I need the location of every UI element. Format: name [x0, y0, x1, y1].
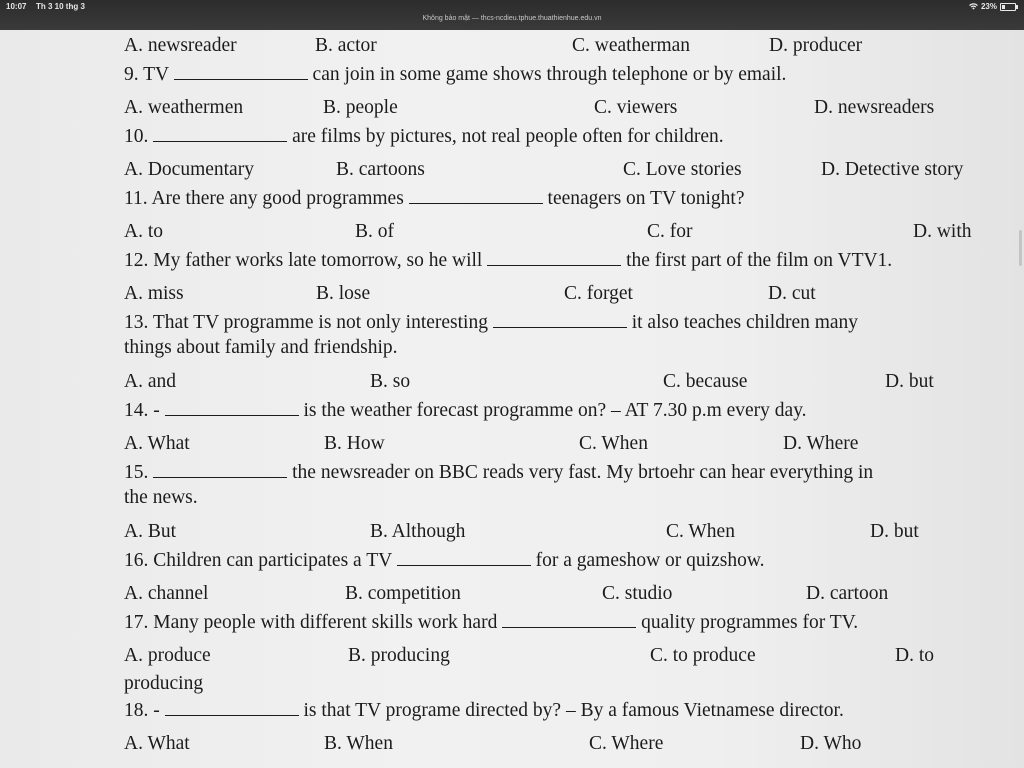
option-b: B. Although [370, 521, 466, 542]
option-d-continuation: producing [124, 673, 204, 694]
option-d: D. Where [783, 433, 859, 454]
option-a: A. channel [124, 583, 209, 604]
option-a: A. What [124, 433, 190, 454]
answer-blank [153, 461, 287, 478]
battery-icon [1000, 3, 1016, 11]
option-a: A. newsreader [124, 35, 237, 56]
option-c: C. viewers [594, 97, 678, 118]
option-d: D. but [885, 371, 934, 392]
option-c: C. because [663, 371, 748, 392]
question-11: 11. Are there any good programmes teenagers on TV tonight? [124, 188, 745, 209]
question-13: 13. That TV programme is not only interesting it also teaches children many [124, 312, 859, 333]
option-b: B. How [324, 433, 385, 454]
question-9: 9. TV can join in some game shows through telephone or by email. [124, 64, 787, 85]
status-date: Th 3 10 thg 3 [36, 2, 85, 11]
document-page[interactable] [0, 30, 1024, 768]
wifi-icon [969, 3, 978, 10]
option-a: A. to [124, 221, 163, 242]
option-a: A. But [124, 521, 177, 542]
option-b: B. of [355, 221, 394, 242]
question-12: 12. My father works late tomorrow, so he will the first part of the film on VTV1. [124, 250, 893, 271]
option-a: A. What [124, 733, 190, 754]
option-c: C. When [579, 433, 648, 454]
option-b: B. people [323, 97, 398, 118]
option-a: A. weathermen [124, 97, 244, 118]
option-b: B. actor [315, 35, 377, 56]
option-d: D. but [870, 521, 919, 542]
option-a: A. and [124, 371, 176, 392]
option-d: D. cartoon [806, 583, 889, 604]
answer-blank [493, 311, 627, 328]
option-d: D. cut [768, 283, 816, 304]
option-c: C. forget [564, 283, 633, 304]
status-time: 10:07 [6, 2, 27, 11]
option-d: D. producer [769, 35, 863, 56]
option-a: A. produce [124, 645, 211, 666]
status-bar [0, 0, 1024, 30]
option-d: D. Who [800, 733, 862, 754]
scrollbar-thumb[interactable] [1019, 230, 1022, 266]
option-c: C. for [647, 221, 693, 242]
answer-blank [397, 549, 531, 566]
answer-blank [165, 399, 299, 416]
option-c: C. studio [602, 583, 673, 604]
option-b: B. competition [345, 583, 461, 604]
option-a: A. miss [124, 283, 184, 304]
option-d: D. to [895, 645, 934, 666]
question-16: 16. Children can participates a TV for a gameshow or quizshow. [124, 550, 765, 571]
status-indicators [969, 2, 1016, 11]
option-d: D. newsreaders [814, 97, 935, 118]
question-15-continuation: the news. [124, 487, 198, 508]
answer-blank [153, 125, 287, 142]
option-c: C. Where [589, 733, 664, 754]
option-a: A. Documentary [124, 159, 254, 180]
battery-percent: 23% [980, 2, 997, 11]
question-15: 15. the newsreader on BBC reads very fast. My brtoehr can hear everything in [124, 462, 874, 483]
option-d: D. with [913, 221, 972, 242]
option-b: B. When [324, 733, 393, 754]
question-14: 14. - is the weather forecast programme on? – AT 7.30 p.m every day. [124, 400, 807, 421]
address-bar-url[interactable]: Không bảo mật — thcs-ncdieu.tphue.thuathienhue.edu.vn [422, 15, 602, 22]
option-b: B. so [370, 371, 411, 392]
question-10: 10. are films by pictures, not real people often for children. [124, 126, 724, 147]
answer-blank [502, 611, 636, 628]
answer-blank [174, 63, 308, 80]
answer-blank [409, 187, 543, 204]
question-18: 18. - is that TV programe directed by? – By a famous Vietnamese director. [124, 700, 844, 721]
option-c: C. When [666, 521, 735, 542]
answer-blank [165, 699, 299, 716]
option-d: D. Detective story [821, 159, 964, 180]
option-b: B. producing [348, 645, 450, 666]
question-13-continuation: things about family and friendship. [124, 337, 398, 358]
question-17: 17. Many people with different skills work hard quality programmes for TV. [124, 612, 859, 633]
option-b: B. lose [316, 283, 371, 304]
option-b: B. cartoons [336, 159, 425, 180]
option-c: C. to produce [650, 645, 756, 666]
option-c: C. weatherman [572, 35, 691, 56]
option-c: C. Love stories [623, 159, 742, 180]
answer-blank [487, 249, 621, 266]
